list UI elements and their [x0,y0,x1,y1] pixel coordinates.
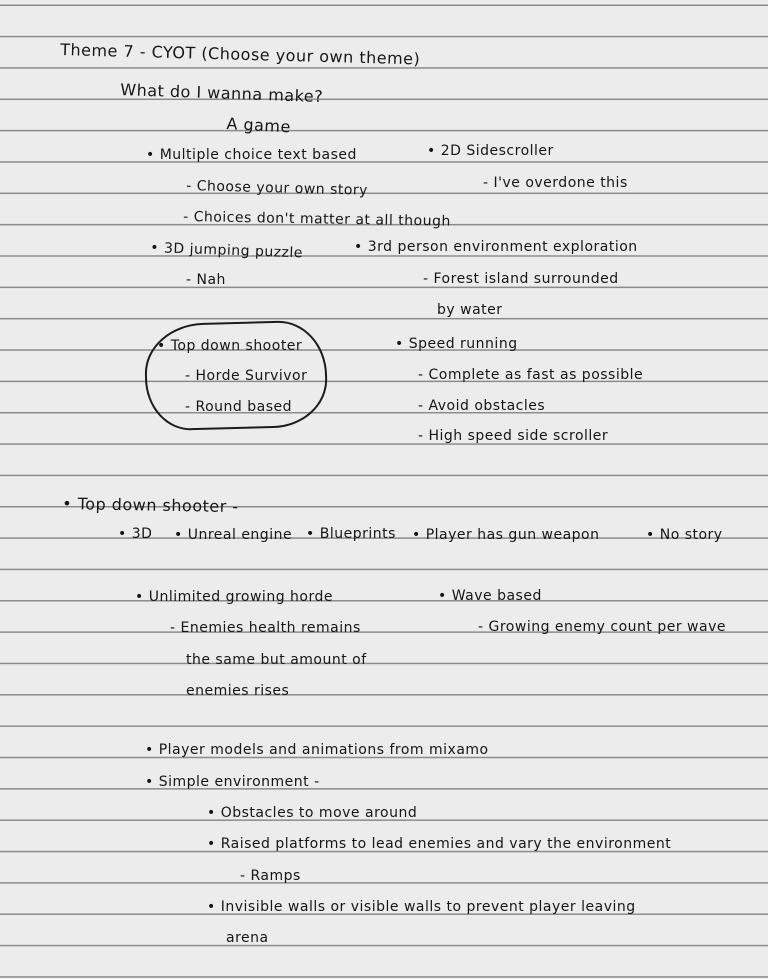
speed-sub-2: - Avoid obstacles [418,398,546,414]
idea-text-based: • Multiple choice text based [146,147,357,163]
horde-sub-3: enemies rises [186,683,290,699]
feature-3d: • 3D [118,526,153,542]
section-title: • Top down shooter - [62,494,239,517]
page-title: Theme 7 - CYOT (Choose your own theme) [60,40,421,69]
section-title-label: Top down shooter - [77,494,239,517]
env-platforms-label: Raised platforms to lead enemies and vary the environment [220,836,672,852]
horde-sub-2: the same but amount of [186,652,367,668]
env-walls-2: arena [226,930,269,946]
wave-sub: - Growing enemy count per wave [478,619,726,635]
idea-3rd-person: • 3rd person environment exploration [354,239,638,255]
speed-sub-3: - High speed side scroller [418,428,609,444]
feature-blueprints-label: Blueprints [319,526,396,542]
feature-story: • No story [646,527,723,543]
feature-blueprints: • Blueprints [306,526,396,542]
horde-title: • Unlimited growing horde [135,589,333,605]
models-line: • Player models and animations from mixamo [145,742,489,758]
env-walls-1: • Invisible walls or visible walls to prevent player leaving [207,899,636,915]
idea-2d-sidescroller: • 2D Sidescroller [427,143,554,159]
feature-story-label: No story [659,527,723,543]
idea-speed-running: • Speed running [395,336,518,352]
feature-unreal-label: Unreal engine [187,527,293,543]
horde-title-label: Unlimited growing horde [148,589,333,605]
sub-3d-jump: - Nah [186,272,226,288]
feature-gun-label: Player has gun weapon [425,527,600,543]
feature-unreal: • Unreal engine [174,527,293,543]
env-title-label: Simple environment - [158,774,320,790]
sub-3rd-person-1: - Forest island surrounded [423,271,619,287]
text-based-sub-2: - Choices don't matter at all though [183,209,451,230]
models-label: Player models and animations from mixamo [158,742,489,758]
env-title: • Simple environment - [145,774,320,790]
sub-3rd-person-2: by water [437,302,503,318]
horde-sub-1: - Enemies health remains [170,620,361,636]
idea-top-down-label: Top down shooter [170,338,303,354]
answer-line: A game [226,114,292,137]
speed-sub-1: - Complete as fast as possible [418,367,644,383]
wave-title: • Wave based [438,588,542,604]
wave-title-label: Wave based [451,588,542,604]
idea-3rd-person-label: 3rd person environment exploration [367,239,638,255]
env-obstacles-label: Obstacles to move around [220,805,418,821]
env-walls-label: Invisible walls or visible walls to prevent player leaving [220,899,636,915]
top-down-sub-1: - Horde Survivor [185,368,308,384]
env-platforms: • Raised platforms to lead enemies and vary the environment [207,836,672,852]
sub-2d: - I've overdone this [483,175,628,191]
question-line: What do I wanna make? [120,80,324,107]
feature-gun: • Player has gun weapon [412,527,600,543]
idea-top-down: • Top down shooter [157,338,303,354]
idea-text-based-label: Multiple choice text based [159,147,357,163]
idea-3d-jump-label: 3D jumping puzzle [163,240,304,262]
feature-3d-label: 3D [131,526,153,542]
env-obstacles: • Obstacles to move around [207,805,418,821]
top-down-sub-2: - Round based [185,399,293,415]
idea-2d-label: 2D Sidescroller [440,143,554,159]
idea-3d-jumping: • 3D jumping puzzle [150,240,304,262]
text-based-sub-1: - Choose your own story [186,178,369,199]
idea-speed-label: Speed running [408,336,518,352]
env-ramps: - Ramps [240,868,301,884]
